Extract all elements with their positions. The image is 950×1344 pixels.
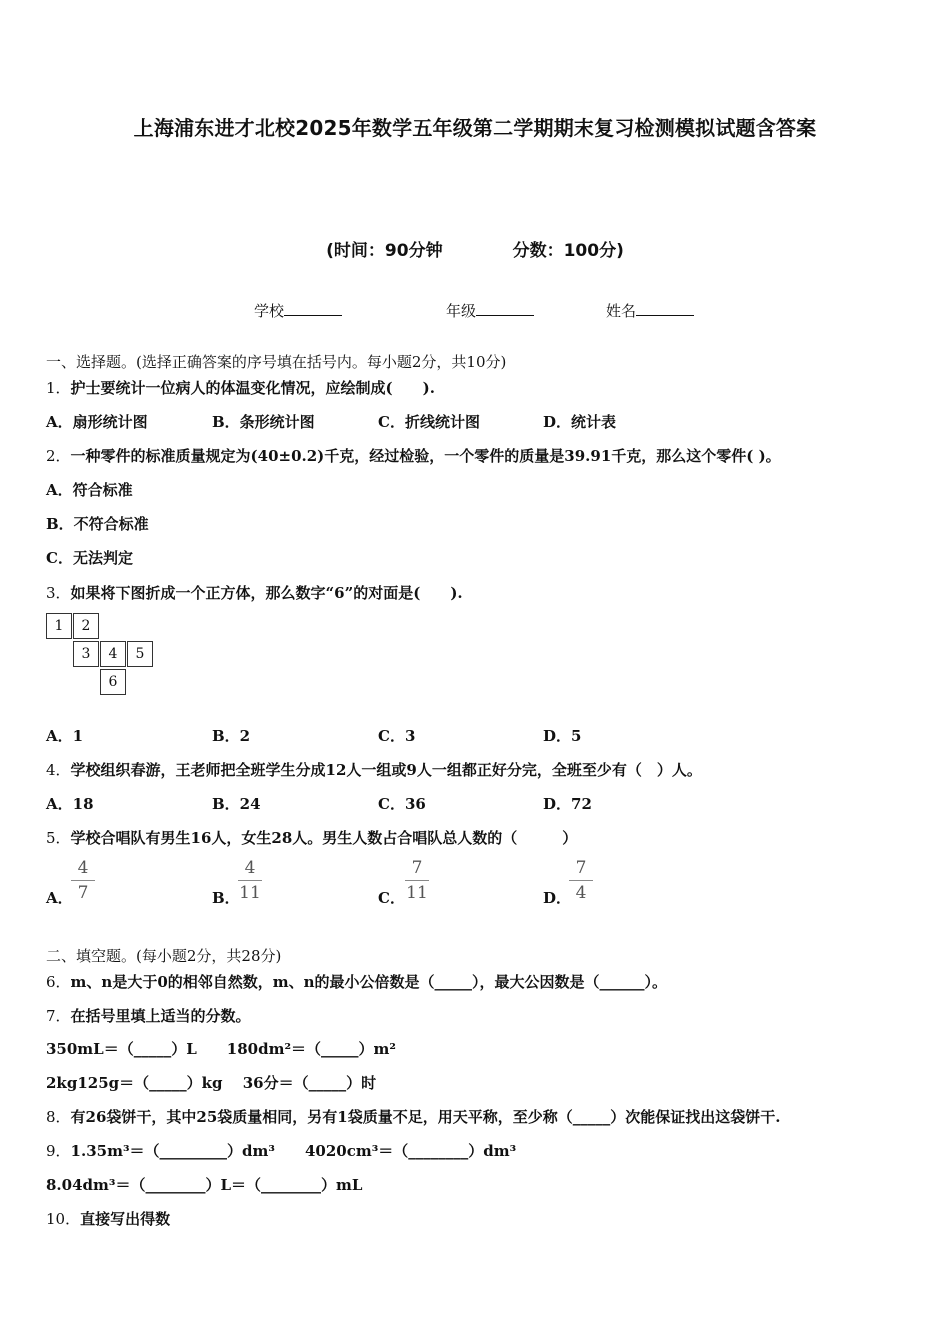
net-cell: 3	[73, 641, 99, 667]
question-number: 2．	[46, 447, 71, 465]
q1-option-c[interactable]: C．折线统计图	[378, 413, 480, 431]
denominator: 7	[77, 883, 89, 903]
grade-label: 年级	[446, 302, 477, 320]
question-10	[46, 1208, 170, 1229]
q1-option-b[interactable]: B．条形统计图	[212, 413, 315, 431]
q2-option-a[interactable]: A．符合标准	[46, 481, 133, 499]
numerator: 7	[575, 858, 587, 878]
q1-option-a[interactable]: A．扇形统计图	[46, 413, 148, 431]
question-text: 学校合唱队有男生16人，女生28人。男生人数占合唱队总人数的（ ）	[70, 829, 578, 847]
fraction-bar	[569, 880, 593, 881]
question-text: m、n是大于0的相邻自然数，m、n的最小公倍数是（_____），最大公因数是（______）。	[70, 973, 668, 991]
question-6	[46, 971, 667, 992]
question-text: 学校组织春游，王老师把全班学生分成12人一组或9人一组都正好分完，全班至少有（ ）人。	[70, 761, 702, 779]
name-field	[606, 300, 694, 321]
net-cell: 6	[100, 669, 126, 695]
exam-meta	[0, 236, 950, 261]
q3-option-b[interactable]: B．2	[212, 727, 251, 745]
question-1	[46, 377, 435, 398]
q3-option-a[interactable]: A．1	[46, 727, 84, 745]
q2-option-c[interactable]: C．无法判定	[46, 549, 133, 567]
question-text: 1.35m³＝（_________）dm³ 4020cm³＝（________）dm³	[70, 1142, 517, 1160]
q4-option-a[interactable]: A．18	[46, 795, 94, 813]
question-number: 8．	[46, 1108, 71, 1126]
grade-blank[interactable]	[476, 301, 534, 316]
numerator: 4	[244, 858, 256, 878]
question-text: 直接写出得数	[80, 1210, 171, 1228]
q5-option-d-label[interactable]: D．	[543, 889, 572, 907]
page-title: 上海浦东进才北校2025年数学五年级第二学期期末复习检测模拟试题含答案	[133, 116, 817, 140]
school-blank[interactable]	[284, 301, 342, 316]
fraction-bar	[238, 880, 262, 881]
question-8	[46, 1106, 780, 1127]
fraction-bar	[71, 880, 95, 881]
q5-option-d-fraction	[569, 858, 593, 903]
q5-option-a-label[interactable]: A．	[46, 889, 73, 907]
net-cell: 4	[100, 641, 126, 667]
question-text: 一种零件的标准质量规定为(40±0.2)千克，经过检验，一个零件的质量是39.91千克，那么这个零件( )。	[70, 447, 781, 465]
q7-line-2: 2kg125g＝（_____）kg 36分＝（_____）时	[46, 1074, 377, 1092]
question-number: 6．	[46, 973, 71, 991]
exam-time: (时间：90分钟	[326, 241, 443, 261]
question-text: 在括号里填上适当的分数。	[70, 1007, 251, 1025]
numerator: 7	[411, 858, 423, 878]
net-cell: 2	[73, 613, 99, 639]
name-blank[interactable]	[636, 301, 694, 316]
question-number: 3．	[46, 584, 71, 602]
q5-option-b-fraction	[238, 858, 262, 903]
question-number: 9．	[46, 1142, 71, 1160]
q5-option-a-fraction	[71, 858, 95, 903]
school-field	[254, 300, 342, 321]
fraction-bar	[405, 880, 429, 881]
q3-option-c[interactable]: C．3	[378, 727, 416, 745]
question-text: 护士要统计一位病人的体温变化情况，应绘制成( ).	[70, 379, 435, 397]
q2-option-b[interactable]: B．不符合标准	[46, 515, 149, 533]
denominator: 11	[239, 883, 261, 903]
question-number: 1．	[46, 379, 71, 397]
question-text: 如果将下图折成一个正方体，那么数字“6”的对面是( ).	[70, 584, 463, 602]
question-text: 有26袋饼干，其中25袋质量相同，另有1袋质量不足，用天平称，至少称（_____）次能保证找出这袋饼干.	[70, 1108, 781, 1126]
q1-option-d[interactable]: D．统计表	[543, 413, 617, 431]
denominator: 4	[575, 883, 587, 903]
net-cell: 5	[127, 641, 153, 667]
grade-field	[446, 300, 534, 321]
question-9	[46, 1140, 516, 1161]
q5-option-c-label[interactable]: C．	[378, 889, 405, 907]
q3-option-d[interactable]: D．5	[543, 727, 582, 745]
section-1-heading: 一、选择题。(选择正确答案的序号填在括号内。每小题2分，共10分)	[46, 353, 507, 371]
question-number: 10．	[46, 1210, 81, 1228]
question-number: 7．	[46, 1007, 71, 1025]
section-2-heading: 二、填空题。(每小题2分，共28分)	[46, 947, 282, 965]
denominator: 11	[406, 883, 428, 903]
question-3	[46, 582, 463, 603]
q4-option-c[interactable]: C．36	[378, 795, 426, 813]
question-7	[46, 1005, 251, 1026]
exam-score: 分数：100分)	[512, 241, 624, 261]
q9-line-2: 8.04dm³＝（________）L＝（________）mL	[46, 1176, 363, 1194]
question-number: 4．	[46, 761, 71, 779]
numerator: 4	[77, 858, 89, 878]
q4-option-d[interactable]: D．72	[543, 795, 592, 813]
q7-line-1: 350mL＝（_____）L 180dm²＝（_____）m²	[46, 1040, 396, 1058]
q4-option-b[interactable]: B．24	[212, 795, 261, 813]
question-4	[46, 759, 702, 780]
name-label: 姓名	[606, 302, 637, 320]
question-5	[46, 827, 577, 848]
question-2	[46, 445, 781, 466]
question-number: 5．	[46, 829, 71, 847]
q5-option-c-fraction	[405, 858, 429, 903]
q5-option-b-label[interactable]: B．	[212, 889, 240, 907]
net-cell: 1	[46, 613, 72, 639]
cube-net-figure	[46, 613, 166, 698]
school-label: 学校	[254, 302, 285, 320]
